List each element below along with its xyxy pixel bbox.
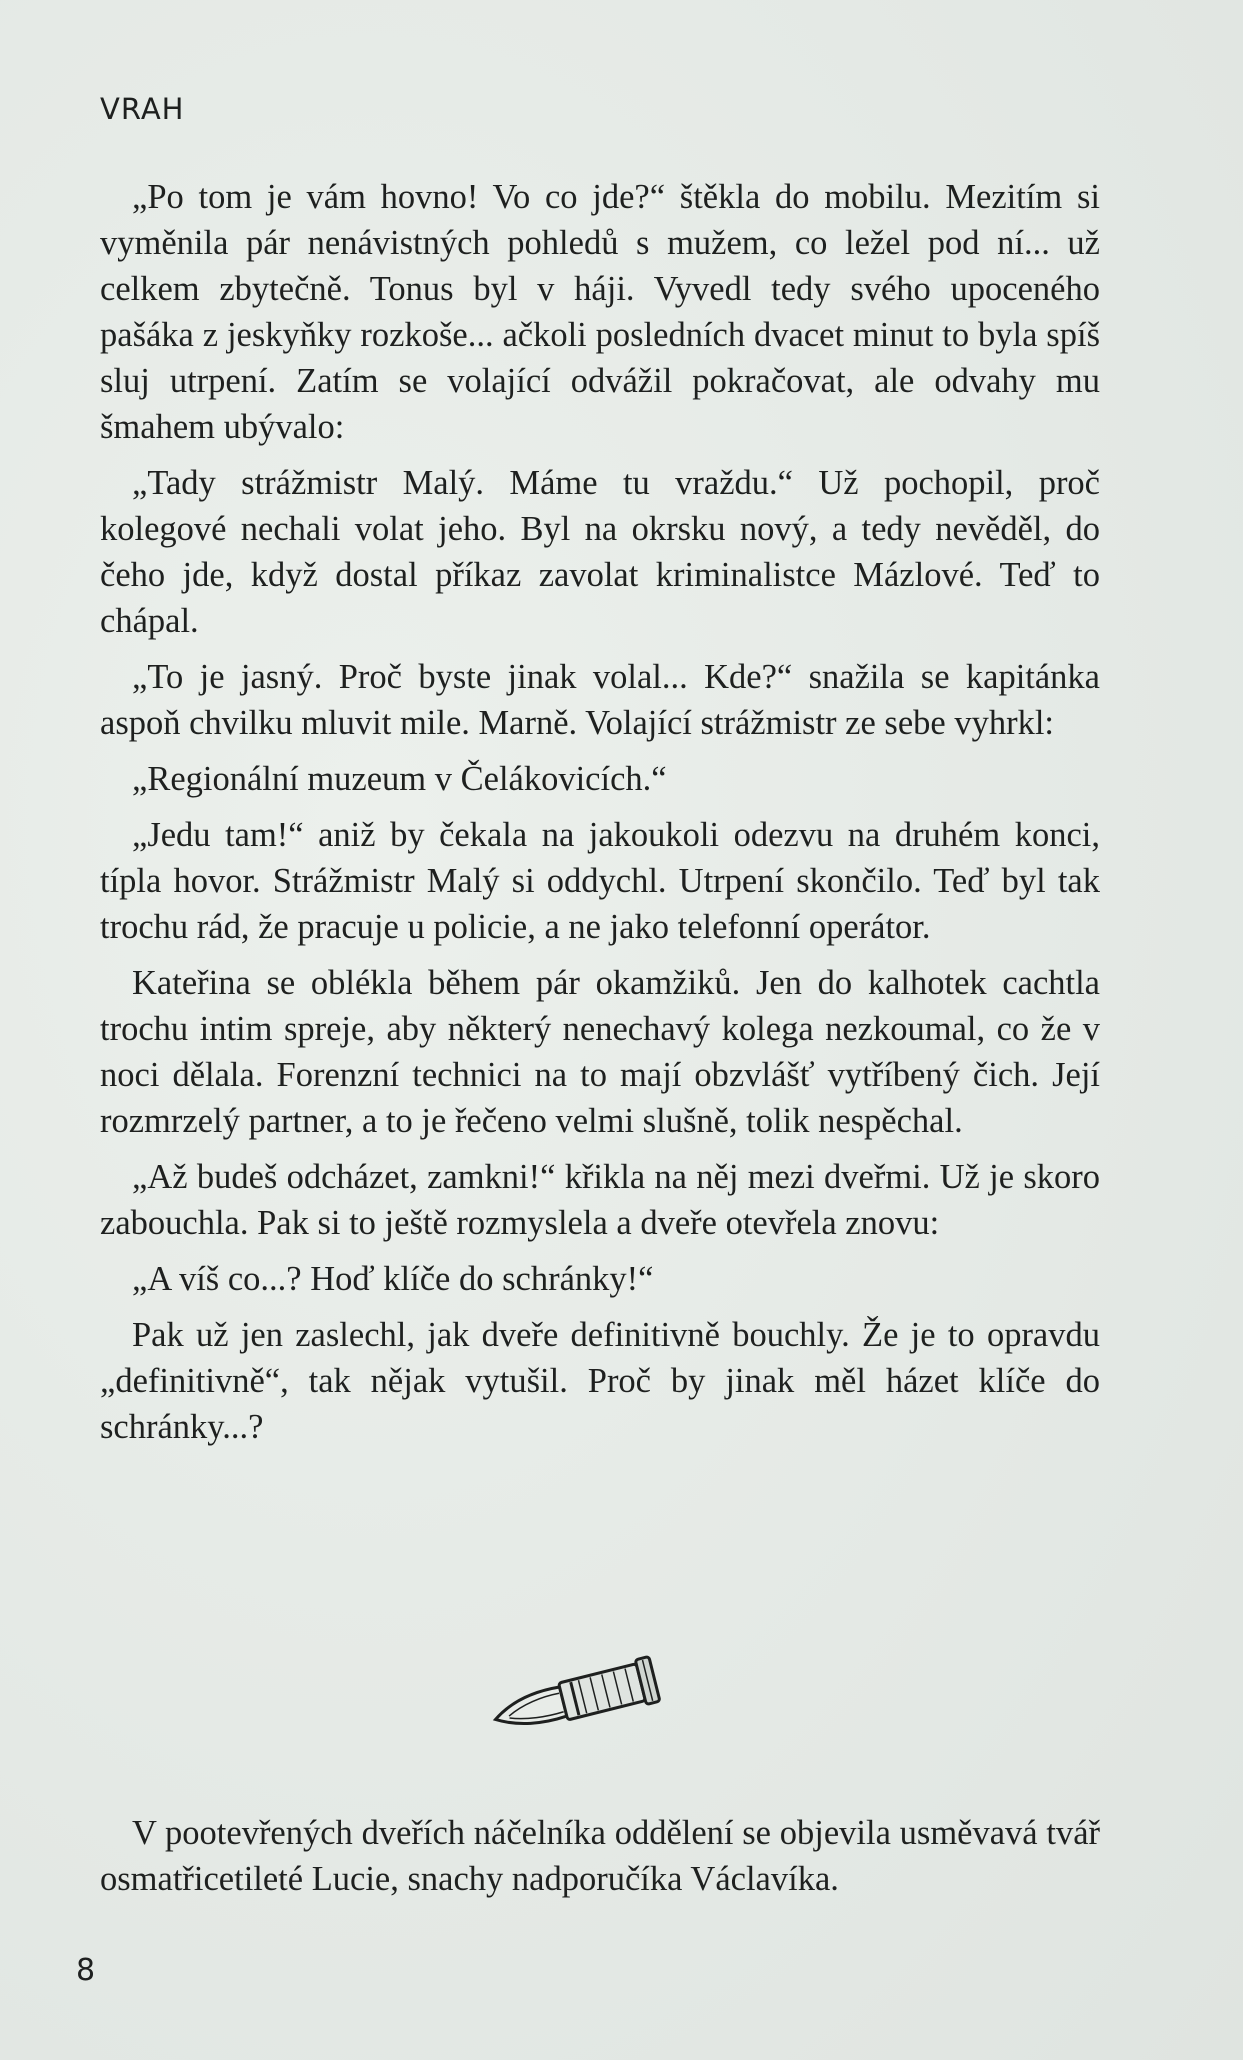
paragraph: „Po tom je vám hovno! Vo co jde?“ štěkla do mobilu. Mezitím si vyměnila pár nenávistných pohledů s mužem, co ležel pod ní... už celkem zbytečně. Tonus byl v háji. Vyvedl tedy svého upoceného pašáka z jeskyňky rozkoše... ačkoli posledních dvacet minut to byla spíš sluj utrpení. Zatím se volající odvážil pokračovat, ale odvahy mu šmahem ubývalo: — [100, 178, 1100, 446]
next-section-text — [100, 1810, 1100, 1902]
paragraph: Pak už jen zaslechl, jak dveře definitivně bouchly. Že je to opravdu „definitivně“, tak nějak vytušil. Proč by jinak měl házet klíče do schránky...? — [100, 1316, 1100, 1446]
page-number: 8 — [76, 1953, 96, 1988]
paragraph: „Tady strážmistr Malý. Máme tu vraždu.“ Už pochopil, proč kolegové nechali volat jeho. Byl na okrsku nový, a tedy nevěděl, do čeho jde, když dostal příkaz zavolat kriminalistce Mázlové. Teď to chápal. — [100, 464, 1100, 640]
bullet-cartridge-icon — [482, 1655, 672, 1735]
paragraph: „Regionální muzeum v Čelákovicích.“ — [132, 760, 667, 798]
paragraph: „To je jasný. Proč byste jinak volal... Kde?“ snažila se kapitánka aspoň chvilku mluvit mile. Marně. Volající strážmistr ze sebe vyhrkl: — [100, 658, 1100, 742]
paragraph: „Až budeš odcházet, zamkni!“ křikla na něj mezi dveřmi. Už je skoro zabouchla. Pak si to ještě rozmyslela a dveře otevřela znovu: — [100, 1158, 1100, 1242]
paragraph: „A víš co...? Hoď klíče do schránky!“ — [132, 1260, 654, 1298]
chapter-text — [100, 174, 1100, 1460]
paragraph: Kateřina se oblékla během pár okamžiků. Jen do kalhotek cachtla trochu intim spreje, aby některý nenechavý kolega nezkoumal, co že v noci dělala. Forenzní technici na to mají obzvlášť vytříbený čich. Její rozmrzelý partner, a to je řečeno velmi slušně, tolik nespěchal. — [100, 964, 1100, 1140]
running-head: VRAH — [100, 92, 185, 126]
paragraph: „Jedu tam!“ aniž by čekala na jakoukoli odezvu na druhém konci, típla hovor. Strážmistr Malý si oddychl. Utrpení skončilo. Teď byl tak trochu rád, že pracuje u policie, a ne jako telefonní operátor. — [100, 816, 1100, 946]
paragraph: V pootevřených dveřích náčelníka oddělení se objevila usměvavá tvář osmatřicetileté Lucie, snachy nadporučíka Václavíka. — [100, 1814, 1100, 1898]
